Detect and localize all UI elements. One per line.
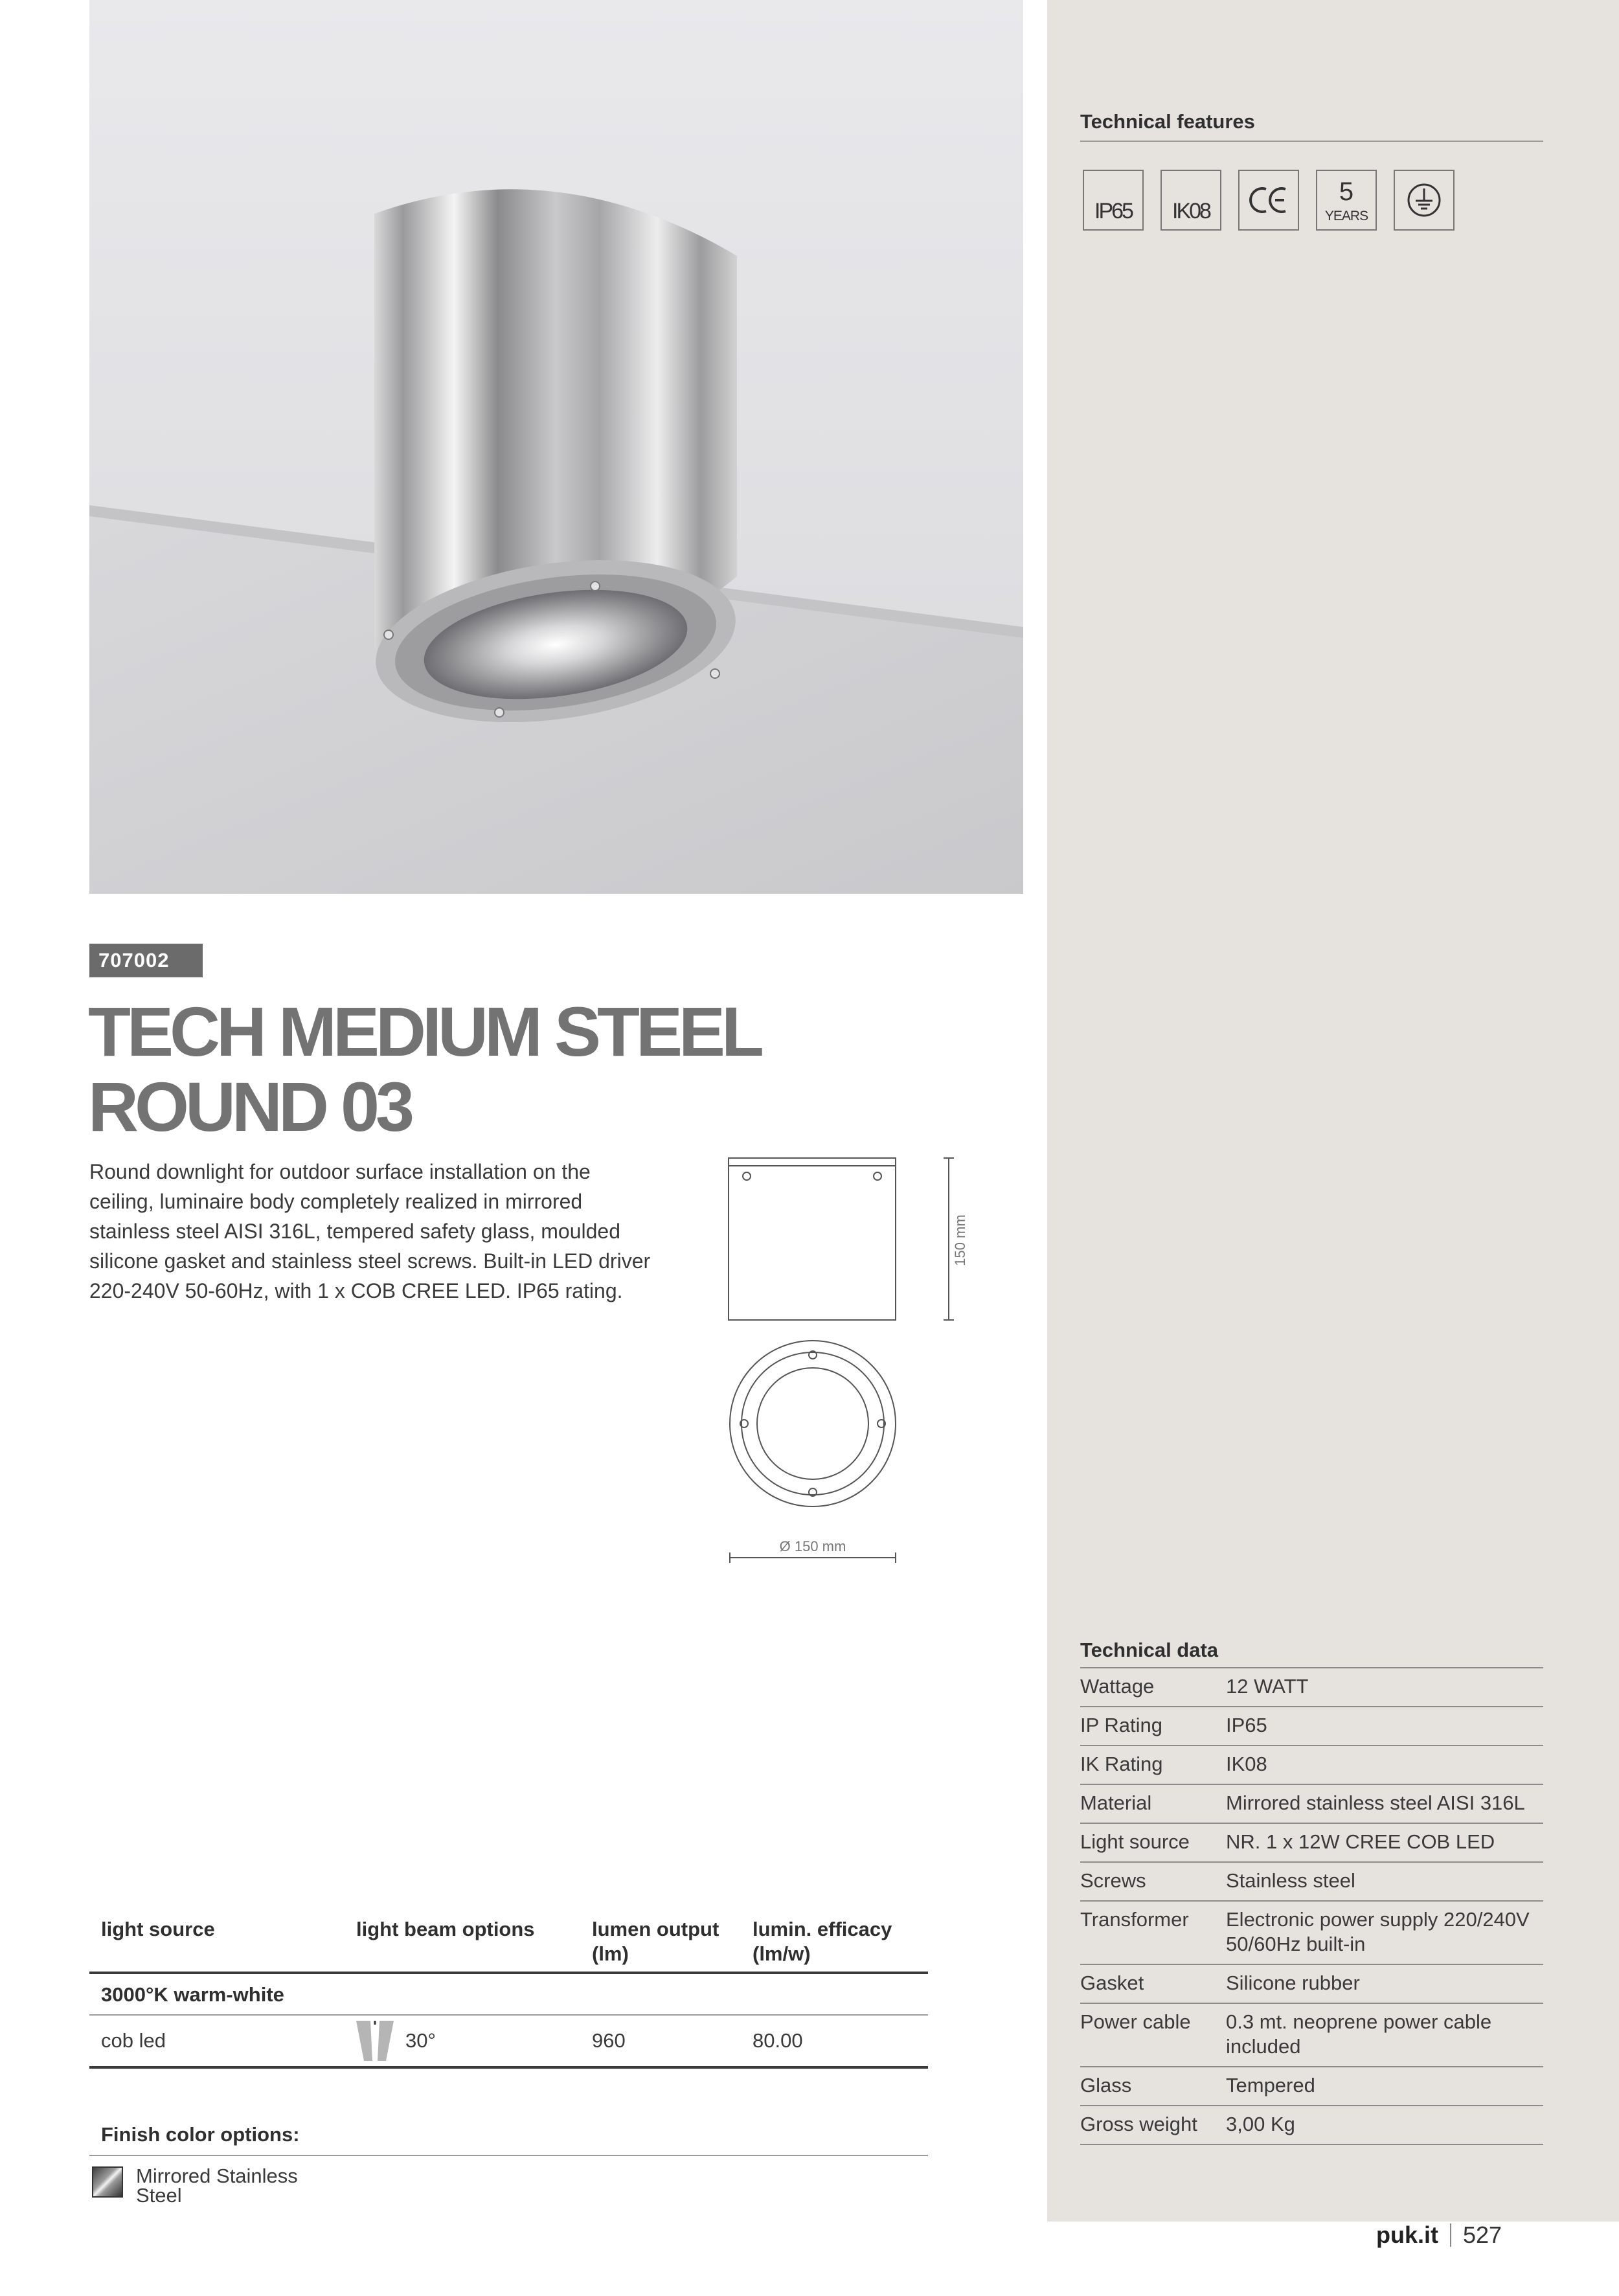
spec-value: Stainless steel: [1226, 1869, 1355, 1892]
spec-key: Power cable: [1080, 2010, 1191, 2033]
warranty-number: 5: [1339, 177, 1354, 206]
warranty-5-years-icon: [1316, 170, 1377, 231]
spec-key: IP Rating: [1080, 1714, 1162, 1736]
technical-data-row: [1080, 1965, 1543, 2004]
spec-value: IP65: [1226, 1714, 1267, 1736]
cell-efficacy: 80.00: [753, 2029, 803, 2052]
spec-value: Mirrored stainless steel AISI 316L: [1226, 1791, 1525, 1814]
ik08-label: IK08: [1172, 199, 1210, 223]
spec-value: Silicone rubber: [1226, 1972, 1360, 1994]
cell-source: cob led: [101, 2029, 166, 2052]
bottom-view-drawing: [730, 1341, 896, 1563]
technical-data-title: Technical data: [1080, 1639, 1219, 1661]
technical-drawings: [706, 1146, 1010, 1574]
spec-key: IK Rating: [1080, 1753, 1163, 1775]
spec-key: Light source: [1080, 1830, 1190, 1853]
ip65-label: IP65: [1094, 199, 1132, 223]
beam-angle-icon: [356, 2021, 394, 2061]
beam-angle-value: 30°: [405, 2029, 436, 2052]
spec-key: Material: [1080, 1791, 1152, 1814]
header-luminous-efficacy: lumin. efficacy (lm/w): [753, 1918, 892, 1965]
spec-key: Transformer: [1080, 1908, 1189, 1931]
technical-data-row: [1080, 1668, 1543, 1707]
ce-mark-icon: [1238, 170, 1299, 231]
footer-separator: [1450, 2223, 1451, 2247]
footer-site-link[interactable]: puk.it: [1376, 2222, 1438, 2248]
technical-data-row: [1080, 2004, 1543, 2067]
finish-divider: [89, 2155, 928, 2156]
technical-features-title: Technical features: [1080, 110, 1255, 133]
spec-key: Gasket: [1080, 1972, 1144, 1994]
product-description: Round downlight for outdoor surface installation on the ceiling, luminaire body completely realized in mirrored stainless steel AISI 316L, tempered safety glass, moulded silicone gasket and stainless steel screws. Built-in LED driver 220-240V 50-60Hz, with 1 x COB CREE LED. IP65 rating.: [89, 1160, 651, 1302]
technical-data-row: [1080, 2106, 1543, 2145]
product-title: [88, 994, 800, 1144]
spec-key: Screws: [1080, 1869, 1146, 1892]
color-temperature-group: 3000°K warm-white: [89, 1974, 928, 2016]
spec-value: Electronic power supply 220/240V 50/60Hz built-in: [1226, 1908, 1530, 1955]
light-source-table-header: [89, 1917, 928, 1974]
finish-option-label: Mirrored Stainless Steel: [136, 2165, 298, 2207]
spec-key: Gross weight: [1080, 2113, 1197, 2135]
finish-option: [92, 2166, 304, 2205]
product-title-line-1: TECH MEDIUM STEEL: [88, 992, 761, 1071]
spec-value: NR. 1 x 12W CREE COB LED: [1226, 1830, 1495, 1853]
ik08-icon: [1160, 170, 1221, 231]
technical-features-divider: [1080, 141, 1543, 142]
page-number: 527: [1463, 2222, 1502, 2248]
technical-data-row: [1080, 1863, 1543, 1902]
technical-features-icons: [1083, 170, 1455, 231]
earth-ground-icon: [1394, 170, 1455, 231]
technical-data-row: [1080, 1824, 1543, 1863]
header-light-beam: light beam options: [356, 1918, 535, 1940]
header-light-source: light source: [101, 1918, 215, 1940]
technical-data-table: [1080, 1667, 1543, 2145]
light-source-table: [89, 1917, 928, 2069]
technical-data-row: [1080, 1707, 1543, 1746]
spec-value: 3,00 Kg: [1226, 2113, 1295, 2135]
header-lumen-output: lumen output (lm): [592, 1918, 719, 1965]
cell-beam: [356, 2021, 592, 2061]
product-title-line-2: ROUND 03: [88, 1067, 411, 1146]
finish-options-title: Finish color options:: [101, 2123, 300, 2146]
spec-key: Glass: [1080, 2074, 1132, 2097]
technical-data-row: [1080, 1785, 1543, 1824]
table-row: [89, 2016, 928, 2069]
diameter-dimension-label: Ø 150 mm: [779, 1538, 846, 1554]
spec-value: 12 WATT: [1226, 1675, 1309, 1698]
ip65-icon: [1083, 170, 1144, 231]
product-photo: [89, 0, 1023, 894]
spec-value: Tempered: [1226, 2074, 1315, 2097]
technical-data-row: [1080, 1746, 1543, 1785]
cell-lumen: 960: [592, 2029, 626, 2052]
height-dimension-label: 150 mm: [952, 1214, 968, 1266]
product-code-badge: 707002: [89, 944, 203, 977]
technical-data-row: [1080, 2067, 1543, 2106]
spec-value: 0.3 mt. neoprene power cable included: [1226, 2010, 1492, 2058]
page-footer: [1376, 2222, 1502, 2249]
mirrored-steel-swatch-icon: [92, 2166, 123, 2198]
technical-data-row: [1080, 1902, 1543, 1965]
spec-value: IK08: [1226, 1753, 1267, 1775]
side-view-drawing: [729, 1158, 954, 1320]
warranty-years-label: YEARS: [1324, 209, 1368, 223]
spec-key: Wattage: [1080, 1675, 1155, 1698]
